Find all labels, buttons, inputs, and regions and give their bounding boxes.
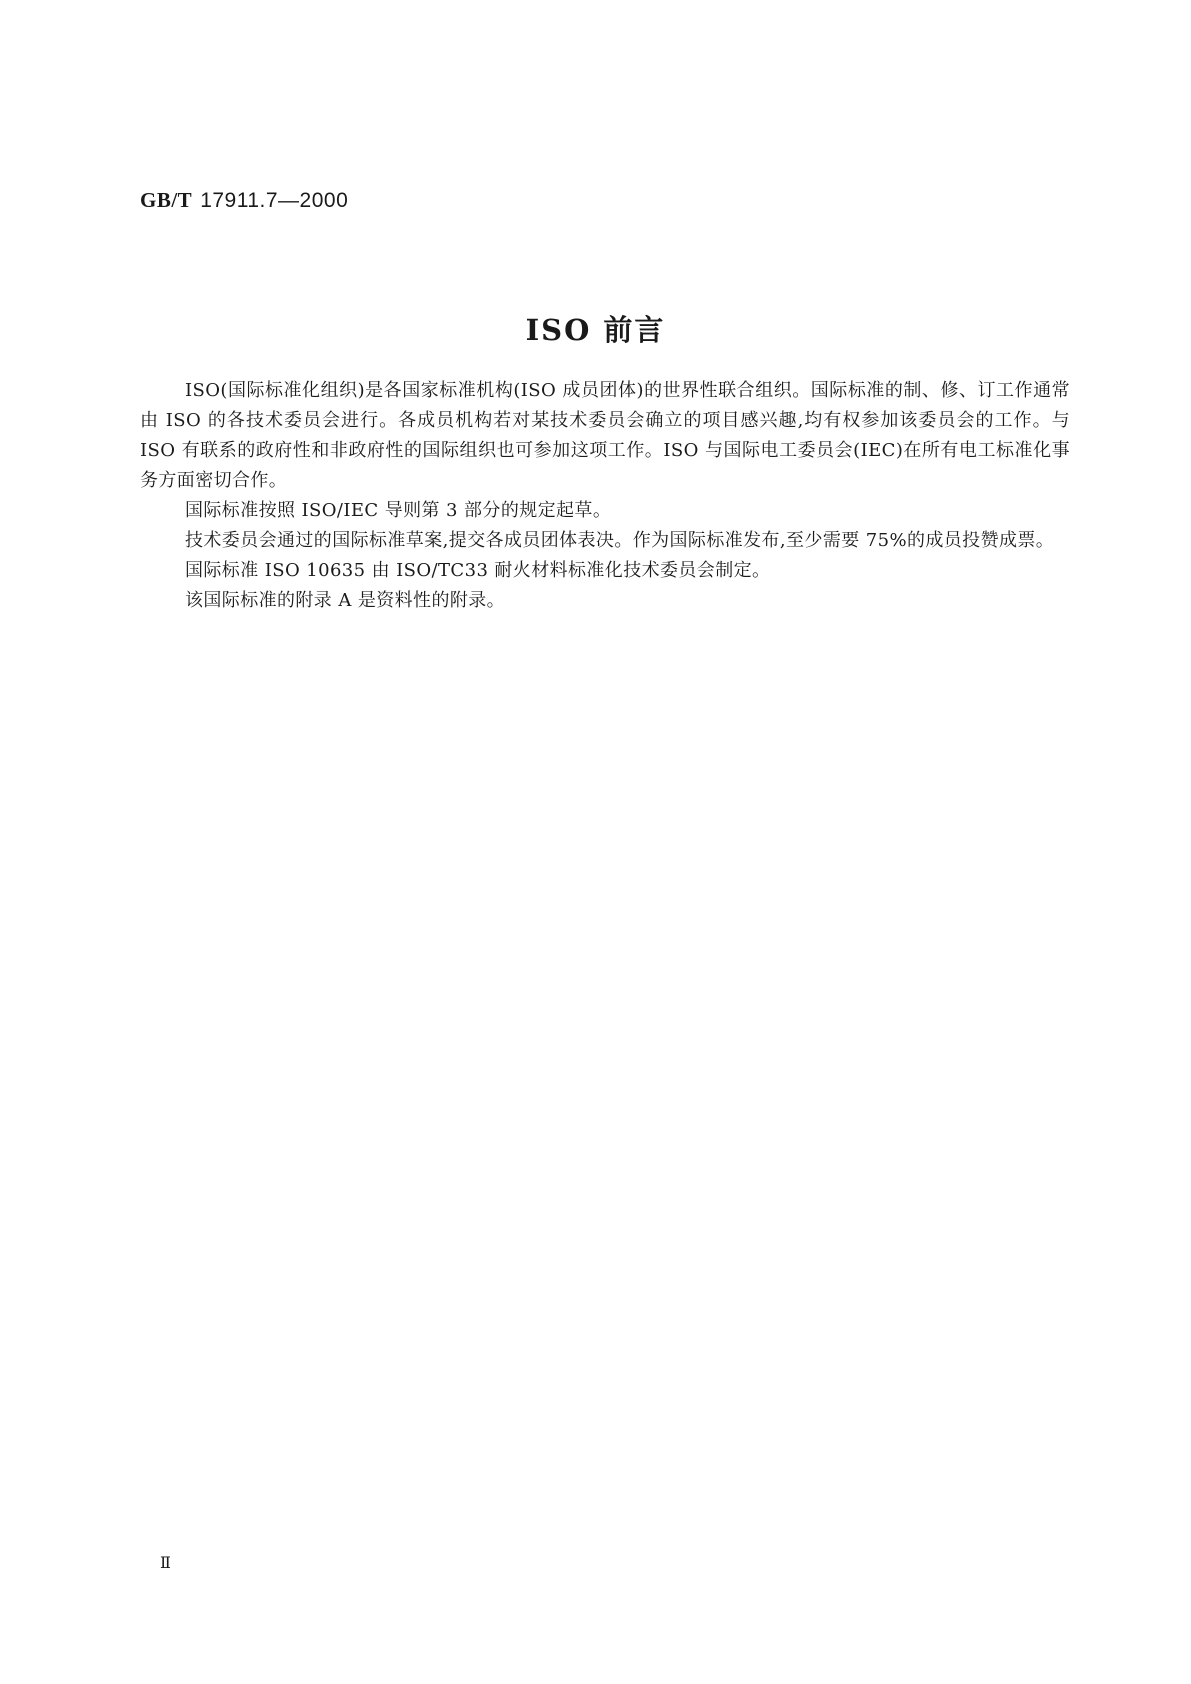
page-title: ISO 前言 (525, 313, 666, 347)
paragraph-voting: 技术委员会通过的国际标准草案,提交各成员团体表决。作为国际标准发布,至少需要 75%的成员投赞成票。 (185, 530, 1055, 551)
standard-code (140, 188, 348, 213)
standard-prefix: GB/T (140, 188, 193, 212)
standard-number: 17911.7—2000 (200, 189, 349, 212)
page-number: Ⅱ (160, 1555, 171, 1572)
paragraph-committee: 国际标准 ISO 10635 由 ISO/TC33 耐火材料标准化技术委员会制定。 (185, 560, 771, 581)
foreword-body (140, 376, 1070, 616)
paragraph-annex: 该国际标准的附录 A 是资料性的附录。 (185, 590, 506, 611)
paragraph-iso-intro: ISO(国际标准化组织)是各国家标准机构(ISO 成员团体)的世界性联合组织。国际标准的制、修、订工作通常由 ISO 的各技术委员会进行。各成员机构若对某技术委员会确立的项目感兴趣,均有权参加该委员会的工作。与 ISO 有联系的政府性和非政府性的国际组织也可参加这项工作。ISO 与国际电工委员会(IEC)在所有电工标准化事务方面密切合作。 (140, 380, 1070, 491)
paragraph-drafting-rules: 国际标准按照 ISO/IEC 导则第 3 部分的规定起草。 (185, 500, 612, 521)
